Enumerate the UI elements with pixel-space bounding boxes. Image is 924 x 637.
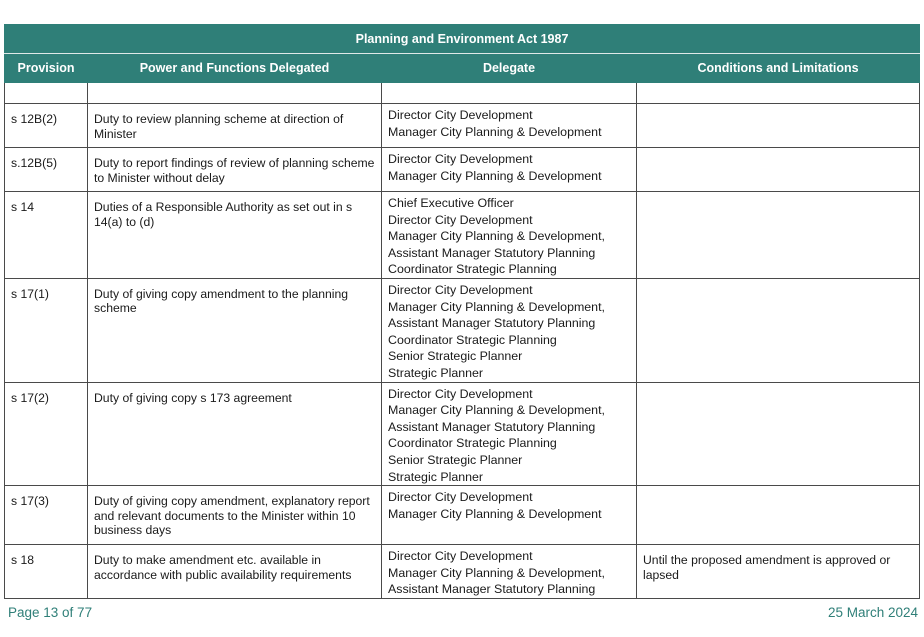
conditions-text — [637, 104, 919, 112]
delegate-cell — [382, 382, 637, 486]
conditions-text — [637, 148, 919, 156]
power-cell — [88, 192, 382, 279]
provision-text: s 14 — [11, 200, 35, 214]
table-header-row — [5, 54, 920, 83]
empty-cell — [382, 83, 637, 104]
provision-cell — [5, 486, 88, 545]
delegate-item: Senior Strategic Planner — [388, 452, 523, 467]
provision-cell — [5, 278, 88, 382]
conditions-text — [637, 192, 919, 200]
power-cell — [88, 104, 382, 148]
power-text: Duty of giving copy s 173 agreement — [94, 390, 292, 405]
delegate-item: Assistant Manager Statutory Planning — [388, 419, 596, 434]
table-row — [5, 278, 920, 382]
conditions-cell — [637, 486, 920, 545]
empty-cell — [88, 83, 382, 104]
delegate-item: Coordinator Strategic Planning — [388, 332, 557, 347]
conditions-cell — [637, 104, 920, 148]
conditions-text — [637, 486, 919, 494]
power-text: Duty to report findings of review of planning scheme to Minister without delay — [94, 156, 375, 185]
delegate-item: Strategic Planner — [388, 469, 484, 484]
provision-text: s 17(3) — [11, 494, 49, 509]
conditions-text — [637, 383, 919, 391]
power-cell — [88, 382, 382, 486]
provision-text: s 17(2) — [11, 390, 49, 405]
delegate-item: Manager City Planning & Development, — [388, 403, 605, 418]
delegate-item: Assistant Manager Statutory Planning — [388, 316, 596, 331]
delegate-item: Assistant Manager Statutory Planning — [388, 582, 596, 597]
power-cell — [88, 278, 382, 382]
delegate-item: Director City Development — [388, 549, 533, 564]
table-title-row — [5, 25, 920, 54]
power-text: Duty of giving copy amendment to the planning scheme — [94, 286, 349, 316]
delegation-table — [4, 24, 920, 599]
empty-cell — [5, 83, 88, 104]
provision-cell — [5, 192, 88, 279]
delegate-item: Director City Development — [388, 152, 533, 166]
conditions-cell — [637, 278, 920, 382]
table-row — [5, 104, 920, 148]
delegate-item: Manager City Planning & Development — [388, 124, 602, 139]
page-number: Page 13 of 77 — [8, 605, 93, 620]
delegate-item: Director City Development — [388, 212, 533, 227]
column-header-provision: Provision — [5, 54, 88, 83]
delegate-cell — [382, 104, 637, 148]
delegate-item: Director City Development — [388, 282, 533, 297]
delegate-item: Strategic Planner — [388, 365, 484, 380]
provision-cell — [5, 104, 88, 148]
power-cell — [88, 545, 382, 599]
empty-cell — [637, 83, 920, 104]
delegate-cell — [382, 545, 637, 599]
provision-text: s 18 — [11, 553, 35, 568]
delegate-cell — [382, 148, 637, 192]
table-row — [5, 382, 920, 486]
conditions-cell — [637, 148, 920, 192]
table-title: Planning and Environment Act 1987 — [5, 25, 920, 54]
delegate-item: Coordinator Strategic Planning — [388, 262, 557, 277]
delegate-cell — [382, 486, 637, 545]
delegate-item: Coordinator Strategic Planning — [388, 436, 557, 451]
power-text: Duty to review planning scheme at direction of Minister — [94, 112, 344, 141]
provision-text: s.12B(5) — [11, 156, 58, 170]
provision-text: s 12B(2) — [11, 112, 58, 126]
provision-cell — [5, 545, 88, 599]
delegate-cell — [382, 192, 637, 279]
table-row — [5, 545, 920, 599]
conditions-cell — [637, 382, 920, 486]
power-text: Duty to make amendment etc. available in accordance with public availability requirements — [94, 553, 352, 582]
table-row — [5, 486, 920, 545]
column-header-conditions: Conditions and Limitations — [637, 54, 920, 83]
power-cell — [88, 486, 382, 545]
document-date: 25 March 2024 — [827, 605, 918, 620]
delegate-item: Director City Development — [388, 386, 533, 401]
delegate-item: Assistant Manager Statutory Planning — [388, 245, 596, 260]
delegate-item: Chief Executive Officer — [388, 196, 514, 210]
delegate-item: Director City Development — [388, 490, 533, 505]
delegate-item: Manager City Planning & Development — [388, 168, 602, 183]
empty-row — [5, 83, 920, 104]
provision-cell — [5, 148, 88, 192]
delegate-cell — [382, 278, 637, 382]
conditions-text: Until the proposed amendment is approved or lapsed — [643, 553, 891, 582]
table-row — [5, 192, 920, 279]
power-text: Duty of giving copy amendment, explanatory report and relevant documents to the Minister within 10 business days — [94, 494, 370, 538]
conditions-cell — [637, 545, 920, 599]
column-header-delegate: Delegate — [382, 54, 637, 83]
delegate-item: Senior Strategic Planner — [388, 349, 523, 364]
delegate-item: Manager City Planning & Development — [388, 506, 602, 521]
column-header-power: Power and Functions Delegated — [88, 54, 382, 83]
provision-text: s 17(1) — [11, 286, 49, 301]
delegate-item: Manager City Planning & Development, — [388, 565, 605, 580]
conditions-cell — [637, 192, 920, 279]
power-cell — [88, 148, 382, 192]
power-text: Duties of a Responsible Authority as set out in s 14(a) to (d) — [94, 200, 353, 229]
delegate-item: Manager City Planning & Development, — [388, 299, 605, 314]
provision-cell — [5, 382, 88, 486]
table-row — [5, 148, 920, 192]
delegate-item: Manager City Planning & Development, — [388, 229, 605, 244]
conditions-text — [637, 279, 919, 287]
delegate-item: Director City Development — [388, 108, 533, 122]
